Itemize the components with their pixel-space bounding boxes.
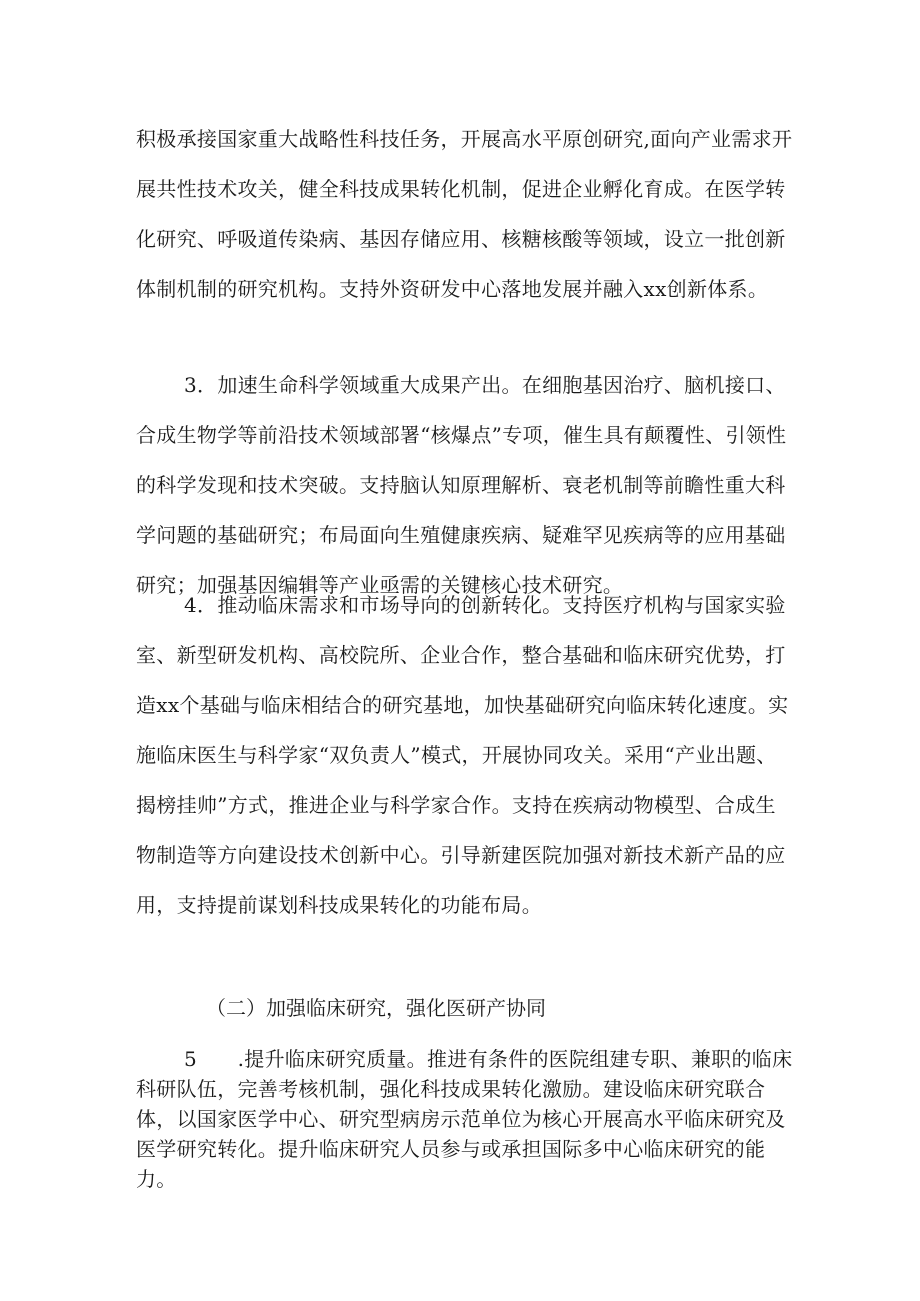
paragraph-research-institutions: 积极承接国家重大战略性科技任务，开展高水平原创研究,面向产业需求开展共性技术攻关，健全科技成果转化机制，促进企业孵化育成。在医学转化研究、呼吸道传染病、基因存储应用、核糖核酸等领域，设立一批创新体制机制的研究机构。支持外资研发中心落地发展并融入xx创新体系。 [136, 127, 793, 301]
section-heading: （二）加强临床研究，强化医研产协同 [206, 996, 546, 1020]
paragraph-item-5-clinical-research: 5 .提升临床研究质量。推进有条件的医院组建专职、兼职的临床科研队伍，完善考核机制，强化科技成果转化激励。建设临床研究联合体，以国家医学中心、研究型病房示范单位为核心开展高水平临床研究及医学研究转化。提升临床研究人员参与或承担国际多中心临床研究的能力。 [136, 1047, 793, 1191]
paragraph-item-3-life-science: 3．加速生命科学领域重大成果产出。在细胞基因治疗、脑机接口、合成生物学等前沿技术领域部署“核爆点”专项，催生具有颠覆性、引领性的科学发现和技术突破。支持脑认知原理解析、衰老机制等前瞻性重大科学问题的基础研究；布局面向生殖健康疾病、疑难罕见疾病等的应用基础研究；加强基因编辑等产业亟需的关键核心技术研究。 [136, 373, 787, 597]
paragraph-item-4-clinical-innovation: 4．推动临床需求和市场导向的创新转化。支持医疗机构与国家实验室、新型研发机构、高校院所、企业合作，整合基础和临床研究优势，打造xx个基础与临床相结合的研究基地，加快基础研究向临床转化速度。实施临床医生与科学家“双负责人”模式，开展协同攻关。采用“产业出题、揭榜挂帅”方式，推进企业与科学家合作。支持在疾病动物模型、合成生物制造等方向建设技术创新中心。引导新建医院加强对新技术新产品的应用，支持提前谋划科技成果转化的功能布局。 [136, 593, 789, 917]
